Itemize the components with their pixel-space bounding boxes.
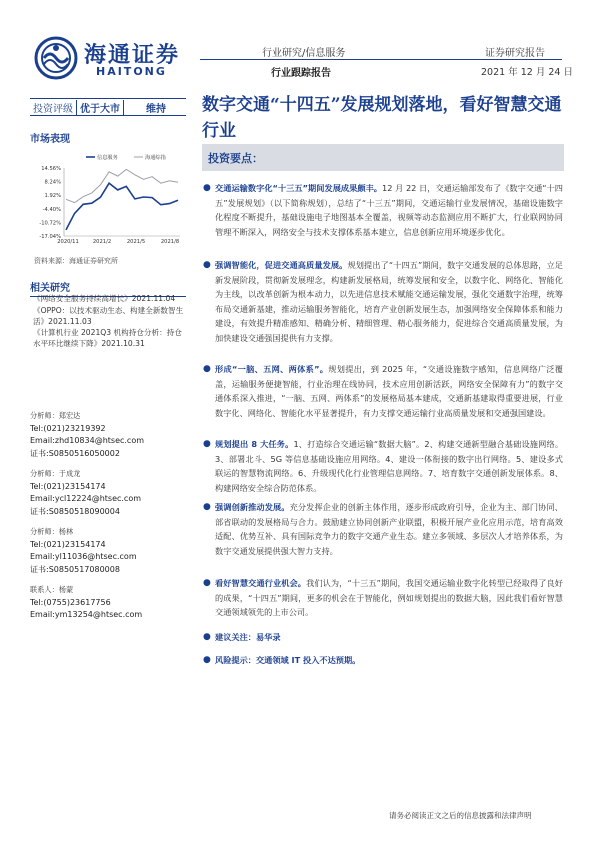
report-date: 2021 年 12 月 24 日 xyxy=(481,67,573,78)
bullet-icon: ● xyxy=(203,260,211,270)
key-point-body: 交通领域 IT 投入不达预期。 xyxy=(255,655,361,665)
bullet-icon: ● xyxy=(203,183,211,193)
series-line-sector xyxy=(66,183,178,230)
contact-tel: Tel:(0755)23617756 xyxy=(30,597,111,607)
analyst-card xyxy=(30,526,137,576)
key-point-lead: 风险提示： xyxy=(215,655,256,665)
key-point-body: 规划提出了“十四五”期间，数字交通发展的总体思路，立足新发展阶段，贯彻新发展理念，构建新发展格局，统筹发展和安全，以数字化、网络化、智能化为主线，以改革创新为根本动力，以先进信息技术赋能交通运输发展，强化交通数字治理，统筹布局交通新基建，推动运输服务智能化，培育产业创新发展生态，加强网络安全保障体系和能力建设，有效提升精准感知、精确分析、精细管理、精心服务能力，促进综合交通高质量发展，为加快建设交通强国提供有力支撑。 xyxy=(215,260,563,343)
bullet-icon: ● xyxy=(203,502,211,512)
related-research-item[interactable]: 《网络安全服务持续高增长》2021.11.04 xyxy=(33,294,176,303)
bullet-icon: ● xyxy=(203,632,211,642)
x-tick-label: 2021/5 xyxy=(126,239,146,245)
analyst-tel: Tel:(021)23154174 xyxy=(30,539,106,549)
key-point-body: 12 月 22 日，交通运输部发布了《数字交通“十四五”发展规划》（以下简称规划），总结了“十三五”期间，交通运输行业发展情况，基础设施数字化程度不断提升，基础设施电子地图基本全覆盖，视频等动态监测应用不断扩大，行业联网协同管理不断深入，网络安全与技术支撑体系基本建立，信息创新应用环境逐步优化。 xyxy=(215,183,563,237)
key-point-lead: 建议关注： xyxy=(215,632,256,642)
analyst-email[interactable]: Email:ycl12224@htsec.com xyxy=(30,494,142,504)
analyst-cert: 证书:S0850516050002 xyxy=(30,448,120,458)
key-point xyxy=(203,630,563,645)
series-line-index xyxy=(66,169,178,202)
key-point-body: 规划提出，到 2025 年，“交通设施数字感知，信息网络广泛覆盖，运输服务便捷智能，行业治理在线协同，技术应用创新活跃，网络安全保障有力”的数字交通体系深入推进，“一脑、五网、两体系”的发展格局基本建成，交通新基建取得重要进展，行业数字化、网络化、智能化水平显著提升，有力支撑交通运输行业高质量发展和交通强国建设。 xyxy=(215,364,563,418)
y-tick-label: 1.92% xyxy=(44,193,61,200)
analyst-tel: Tel:(021)23154174 xyxy=(30,481,106,491)
related-research-item[interactable]: 《计算机行业 2021Q3 机构持仓分析：持仓水平环比继续下降》2021.10.31 xyxy=(33,328,182,348)
key-point xyxy=(203,181,563,239)
key-points-title: 投资要点： xyxy=(208,152,263,165)
bullet-icon: ● xyxy=(203,439,211,449)
analyst-tel: Tel:(021)23219392 xyxy=(30,423,106,433)
x-tick-label: 2021/2 xyxy=(92,239,112,245)
key-point-body: 充分发挥企业的创新主体作用，逐步形成政府引导，企业为主、部门协同、部省联动的发展格局与合力。鼓励建立协同创新产业联盟，积极开展产业化应用示范，培育高效适配、优势互补、具有国际竞争力的数字交通产业生态。建立多领域、多层次人才培养体系，为数字交通发展提供强大智力支持。 xyxy=(215,502,563,556)
key-point xyxy=(203,362,563,420)
x-tick-label: 2020/11 xyxy=(57,239,79,245)
key-point xyxy=(203,576,563,620)
chart-source: 资料来源：海通证券研究所 xyxy=(34,257,118,265)
contact-email[interactable]: Email:ym13254@htsec.com xyxy=(30,610,143,620)
haitong-emblem-icon xyxy=(34,36,78,80)
key-point-lead: 规划提出 8 大任务。 xyxy=(215,439,294,449)
analyst-name: 分析师：于成龙 xyxy=(30,469,81,478)
key-point-body: 易华录 xyxy=(255,632,281,642)
report-category: 行业研究/信息服务 xyxy=(262,48,346,59)
market-section-title: 市场表现 xyxy=(30,134,70,145)
key-point-lead: 强调创新推动发展。 xyxy=(215,502,290,512)
contact-name: 联系人：杨蒙 xyxy=(30,585,74,594)
investment-rating xyxy=(30,98,186,116)
y-tick-label: -10.72% xyxy=(39,220,61,227)
report-type: 证券研究报告 xyxy=(485,48,545,59)
analyst-cert: 证书:S0850518090004 xyxy=(30,506,120,516)
logo-name-cn: 海通证券 xyxy=(84,42,181,68)
key-point xyxy=(203,653,563,668)
key-point xyxy=(203,500,563,558)
report-title: 数字交通“十四五”发展规划落地，看好智慧交通行业 xyxy=(202,95,562,141)
bullet-icon: ● xyxy=(203,364,211,374)
key-point xyxy=(203,437,563,495)
key-point-body: 我们认为，“十三五”期间，我国交通运输业数字化转型已经取得了良好的成果，“十四五”期间，更多的机会在于智能化，例如规划提出的数据大脑，因此我们看好智慧交通领域领先的上市公司。 xyxy=(215,578,563,617)
contact-card xyxy=(30,584,142,622)
related-research-title: 相关研究 xyxy=(30,279,186,297)
analyst-email[interactable]: Email:yl11036@htsec.com xyxy=(30,552,137,562)
legend-label: 海通综指 xyxy=(145,155,166,161)
analyst-name: 分析师：郑宏达 xyxy=(30,411,81,420)
y-tick-label: 14.56% xyxy=(41,166,61,172)
analyst-card xyxy=(30,468,141,518)
rating-label: 投资评级 xyxy=(30,100,77,115)
logo-name-en: HAITONG xyxy=(96,65,167,78)
market-performance-chart xyxy=(30,150,190,246)
haitong-logo xyxy=(34,36,194,80)
key-point-lead: 形成“一脑、五网、两体系”。 xyxy=(215,364,329,374)
rating-change: 维持 xyxy=(146,103,166,115)
legend-label: 信息服务 xyxy=(97,155,118,161)
x-tick-label: 2021/8 xyxy=(160,239,180,245)
analyst-name: 分析师：杨林 xyxy=(30,527,74,536)
report-subtype: 行业跟踪报告 xyxy=(271,68,331,79)
bullet-icon: ● xyxy=(203,578,211,588)
related-research-item[interactable]: 《OPPO：以技术驱动生态、构建全新数智生活》2021.11.03 xyxy=(33,306,184,326)
header-divider xyxy=(200,59,562,60)
key-point-lead: 交通运输数字化“十三五”期间发展成果颇丰。 xyxy=(215,183,383,193)
legal-disclaimer: 请务必阅读正文之后的信息披露和法律声明 xyxy=(389,811,532,820)
analyst-cert: 证书:S0850517080008 xyxy=(30,564,120,574)
analyst-email[interactable]: Email:zhd10834@htsec.com xyxy=(30,436,145,446)
y-tick-label: -4.40% xyxy=(42,206,61,213)
key-point-lead: 看好智慧交通行业机会。 xyxy=(215,578,307,588)
bullet-icon: ● xyxy=(203,655,211,665)
y-tick-label: 8.24% xyxy=(44,179,61,186)
analyst-card xyxy=(30,410,144,460)
key-point-body: 1、打造综合交通运输“数据大脑”。2、构建交通新型融合基础设施网络。3、部署北斗、5G 等信息基础设施应用网络。4、建设一体衔接的数字出行网络。5、建设多式联运的智慧物流网络。6、升级现代化行业管理信息网络。7、培育数字交通创新发展体系。8、构建网络安全综合防范体系。 xyxy=(215,439,564,493)
rating-value: 优于大市 xyxy=(77,100,124,115)
key-point-lead: 强调智能化，促进交通高质量发展。 xyxy=(215,260,348,270)
y-tick-label: -17.04% xyxy=(39,234,61,240)
key-point xyxy=(203,258,563,345)
key-points-banner xyxy=(202,144,564,171)
